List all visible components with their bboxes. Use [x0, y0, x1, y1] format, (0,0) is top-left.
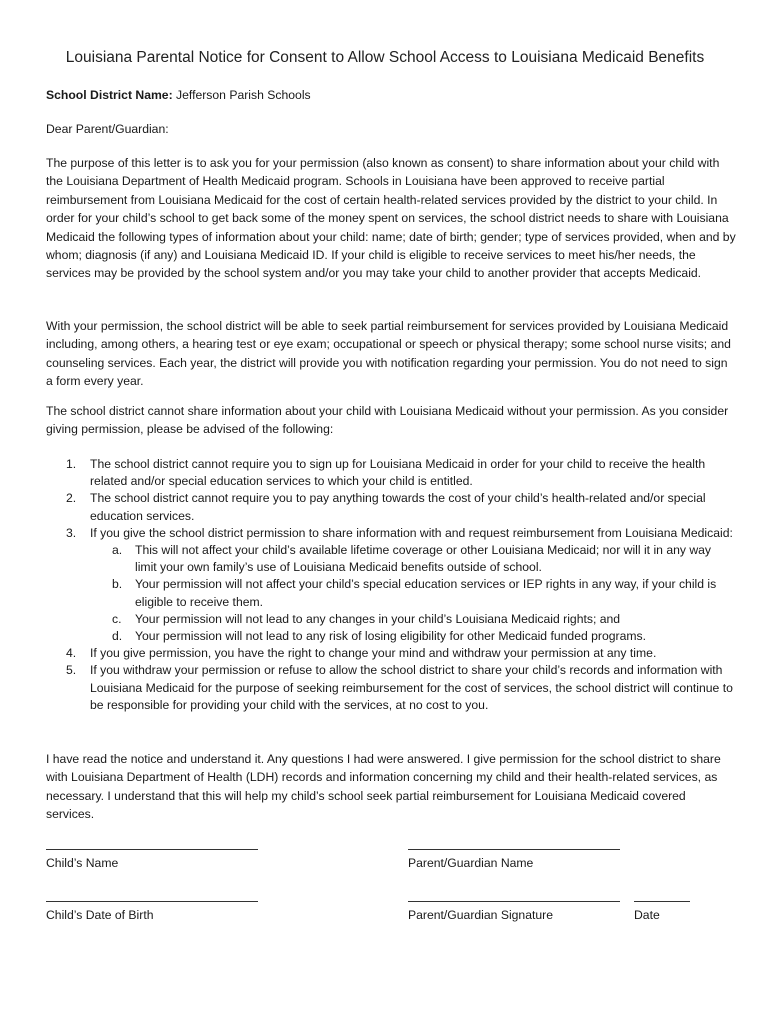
list-item	[46, 525, 736, 542]
parent-signature-label: Parent/Guardian Signature	[408, 908, 553, 922]
paragraph-permission: With your permission, the school district will be able to seek partial reimbursement for services provided by Louisiana Medicaid including, among others, a hearing test or eye exam; occupational or speech or physical therapy; some school nurse visits; and counseling services. Each year, the district will provide you with notification regarding your permission. You do not need to sign a form every year.	[46, 319, 731, 389]
list-number: 3.	[66, 525, 77, 540]
parent-signature-line[interactable]	[408, 901, 620, 902]
sublist-item	[46, 576, 736, 610]
list-text: The school district cannot require you to pay anything towards the cost of your child’s health-related and/or special education services.	[90, 491, 706, 523]
list-number: 2.	[66, 491, 77, 506]
paragraph-consent: I have read the notice and understand it. Any questions I had were answered. I give permission for the school district to share with Louisiana Department of Health (LDH) records and information concerning my child and their health-related services, as necessary. I understand that this will help my child’s school seek partial reimbursement for Louisiana Medicaid covered services.	[46, 752, 721, 822]
document-title: Louisiana Parental Notice for Consent to Allow School Access to Louisiana Medicaid Benefits	[65, 49, 705, 66]
school-district-line	[46, 88, 311, 102]
sublist-text: Your permission will not affect your child’s special education services or IEP rights in any way, if your child is eligible to receive them.	[135, 577, 717, 609]
list-number: 1.	[66, 457, 77, 471]
sublist-letter: b.	[112, 577, 123, 592]
sublist-item	[46, 542, 736, 576]
list-text: The school district cannot require you to sign up for Louisiana Medicaid in order for your child to receive the health related and/or special education services to which your child is entitled.	[90, 457, 706, 489]
parent-name-line[interactable]	[408, 849, 620, 850]
list-text: If you withdraw your permission or refuse to allow the school district to share your child’s records and information with Louisiana Medicaid for the purpose of seeking reimbursement for the cost of services, the school district will continue to be responsible for providing your child with the services, at no cost to you.	[90, 663, 733, 712]
list-text: If you give permission, you have the right to change your mind and withdraw your permission at any time.	[90, 646, 657, 661]
parent-name-label: Parent/Guardian Name	[408, 856, 534, 870]
date-label: Date	[634, 908, 660, 922]
school-district-label: School District Name:	[46, 88, 173, 102]
sublist-item	[46, 628, 736, 645]
list-item	[46, 662, 736, 714]
advisory-list	[46, 456, 736, 714]
sublist-text: Your permission will not lead to any risk of losing eligibility for other Medicaid funded programs.	[135, 629, 646, 644]
list-number: 4.	[66, 646, 77, 661]
child-dob-label: Child’s Date of Birth	[46, 908, 154, 922]
sublist-letter: c.	[112, 611, 122, 626]
sublist-letter: d.	[112, 629, 123, 644]
paragraph-purpose: The purpose of this letter is to ask you for your permission (also known as consent) to share information about your child with the Louisiana Department of Health Medicaid program. Schools in Louisiana have been approved to receive partial reimbursement from Louisiana Medicaid for the cost of certain health-related services provided by the district to your child. In order for your child’s school to get back some of the money spent on services, the school district needs to share with Louisiana Medicaid the following types of information about your child: name; date of birth; gender; type of services provided, when and by whom; diagnosis (if any) and Louisiana Medicaid ID. If your child is eligible to receive services to meet his/her needs, the services may be provided by the school system and/or you may take your child to another provider that accepts Medicaid.	[46, 156, 736, 281]
sublist-text: This will not affect your child’s available lifetime coverage or other Louisiana Medicaid; nor will it in any way limit your own family’s use of Louisiana Medicaid benefits outside of school.	[135, 543, 712, 575]
list-text: If you give the school district permission to share information with and request reimbursement from Louisiana Medicaid:	[90, 525, 733, 540]
child-dob-line[interactable]	[46, 901, 258, 902]
list-item	[46, 490, 736, 524]
sublist-letter: a.	[112, 543, 123, 558]
school-district-value: Jefferson Parish Schools	[176, 88, 311, 102]
sublist-text: Your permission will not lead to any changes in your child’s Louisiana Medicaid rights; and	[135, 611, 621, 626]
child-name-label: Child’s Name	[46, 856, 119, 870]
date-line[interactable]	[634, 901, 690, 902]
list-item	[46, 456, 736, 490]
list-number: 5.	[66, 663, 77, 678]
sublist-item	[46, 611, 736, 628]
salutation: Dear Parent/Guardian:	[46, 122, 169, 136]
paragraph-advisory: The school district cannot share information about your child with Louisiana Medicaid without your permission. As you consider giving permission, please be advised of the following:	[46, 404, 729, 437]
list-item	[46, 645, 736, 662]
child-name-line[interactable]	[46, 849, 258, 850]
